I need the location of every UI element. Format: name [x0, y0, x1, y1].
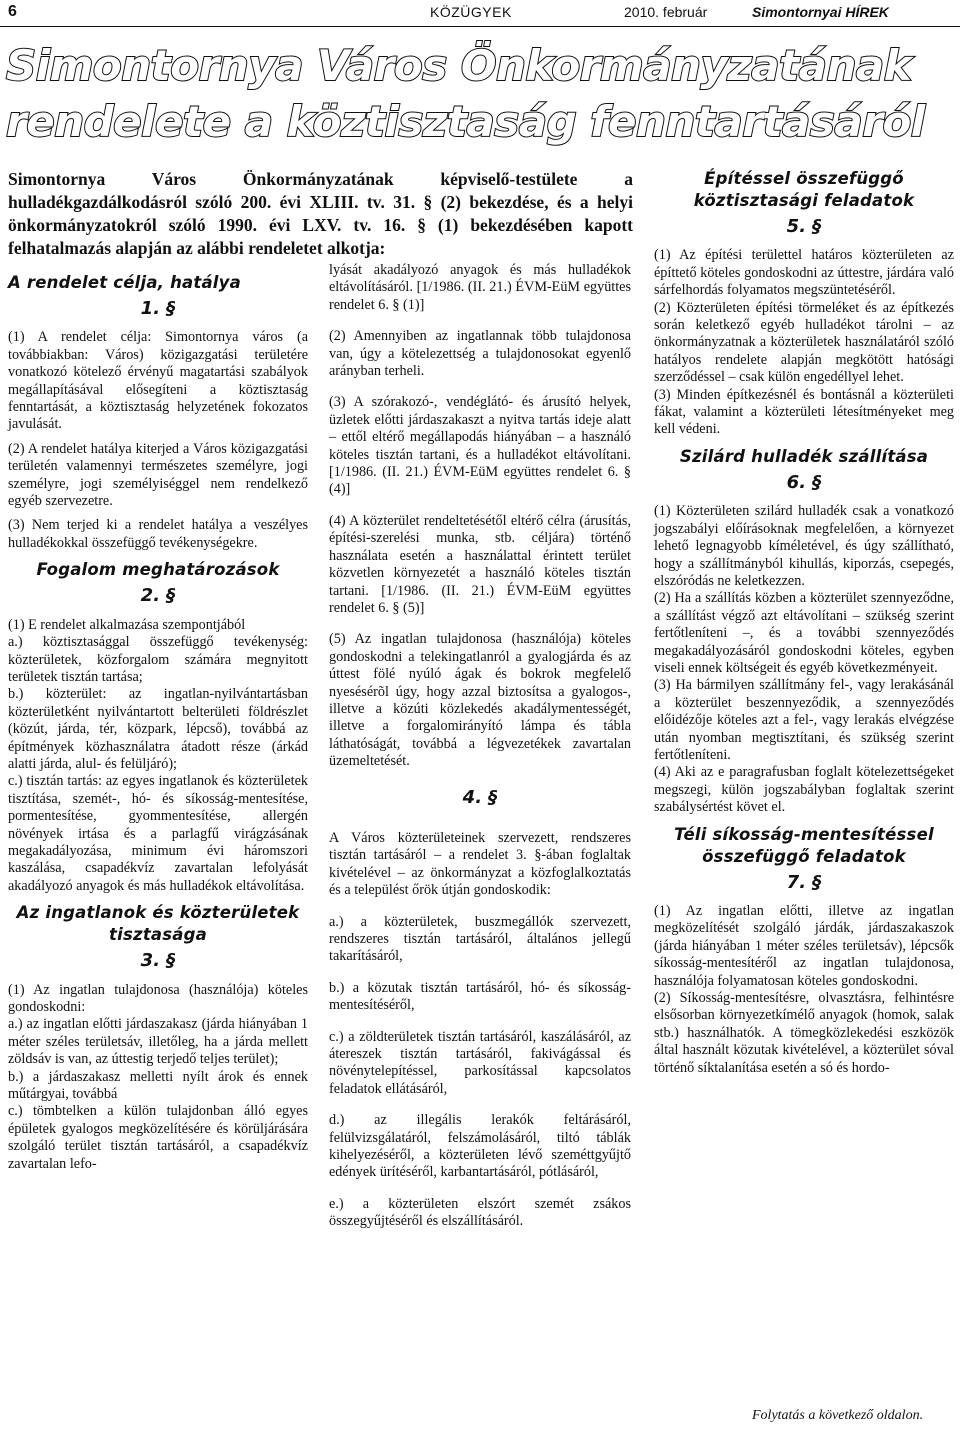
section-1-number: 1. § — [140, 298, 176, 319]
section-3-item-a: a.) az ingatlan előtti járdaszakasz (járda hiányában 1 méter széles területsáv, illetőleg, ha a járda mellett zöldsáv is van, az úttestig terjedő teljes terület); — [8, 1016, 308, 1068]
section-4-item-a: a.) a közterületek, buszmegállók szervezett, rendszeres tisztán tartásáról, általános jellegű takarításáról, — [329, 913, 631, 965]
section-1-para-3: (3) Nem terjed ki a rendelet hatálya a veszélyes hulladékokkal összefüggő tevékenységekre. — [8, 517, 308, 551]
heading-property-cleanliness: Az ingatlanok és közterületek tisztasága — [16, 903, 300, 945]
headline-line-2: rendelete a köztisztaság fenntartásáról — [6, 97, 925, 146]
section-3-para-1: (1) Az ingatlan tulajdonosa (használója) köteles gondoskodni: — [8, 981, 308, 1015]
section-3-number: 3. § — [140, 950, 176, 972]
section-6-para-1: (1) Közterületen szilárd hulladék csak a vonatkozó jogszabályi előírásoknak megfelelően, a környezet lehető legnagyobb kíméletével, és úgy szállítható, hogy a szállítmányból kihullás, kiporzás, csepegés, elszóródás ne keletkezzen. — [654, 503, 954, 589]
section-2-para-1: (1) E rendelet alkalmazása szempontjából — [8, 616, 246, 633]
section-7-para-1: (1) Az ingatlan előtti, illetve az ingatlan megközelítését szolgáló járdák, járdaszakaszok (járda hiányában 1 méter széles területsáv), lépcsők síkosság-mentesítéről az ingatlan tulajdonosa, használója folyamatosan köteles gondoskodni. — [654, 903, 954, 989]
section-3-para-3: (3) A szórakozó-, vendéglátó- és árusító helyek, üzletek előtti járdaszakaszt a nyitva tartás ideje alatt – ettől eltérő megállapodás hiányában – a használó köteles tisztán tartani, és a hulladékot eltávolítani. [1/1986. (II. 21.) ÉVM-EüM együttes rendelet 6. § (4)] — [329, 394, 631, 498]
heading-construction-tasks: Építéssel összefüggő köztisztasági feladatok — [693, 169, 915, 210]
page-number: 6 — [8, 3, 17, 20]
section-4-item-b: b.) a közutak tisztán tartásáról, hó- és síkosság-mentesítéséről, — [329, 979, 631, 1014]
section-6-para-4: (4) Aki az e paragrafusban foglalt kötelezettségeket megszegi, külön jogszabályban foglaltak szerint szabálysértést követ el. — [654, 764, 954, 816]
section-1-para-2: (2) A rendelet hatálya kiterjed a Város közigazgatási területén valamennyi természetes személyre, jogi személyre, jogi személyiséggel nem rendelkező egyéb szervezetre. — [8, 440, 308, 510]
section-3-continuation: lyását akadályozó anyagok és más hulladékok eltávolításáról. [1/1986. (II. 21.) ÉVM-EüM együttes rendelet 6. § (1)] — [329, 262, 631, 313]
heading-definitions: Fogalom meghatározások — [36, 560, 280, 580]
heading-purpose-scope: A rendelet célja, hatálya — [8, 273, 241, 292]
section-6-para-3: (3) Ha bármilyen szállítmány fel-, vagy lerakásánál a közterület beszennyeződik, a szennyeződés előidézője köteles azt a fel-, vagy lerakás elvégzése után nyomban megtisztítani, és szükség szerint fertőtleníteni. — [654, 677, 954, 763]
section-5-number: 5. § — [786, 216, 822, 237]
section-5-para-3: (3) Minden építkezésnél és bontásnál a közterületi fákat, valamint a közterületi létesítményeket meg kell védeni. — [654, 386, 954, 438]
section-3-item-c: c.) tömbtelken a külön tulajdonban álló egyes épületek gyalogos megközelítésére és körüljárására szolgáló terület tisztán tartásáról, a csapadékvíz zavartalan lefo- — [8, 1103, 308, 1172]
article-headline — [6, 38, 956, 150]
section-4-number: 4. § — [462, 786, 498, 808]
newspaper-name: Simontornyai HÍREK — [752, 4, 889, 20]
section-5-para-1: (1) Az építési területtel határos közterületen az építtető köteles gondoskodni az úttestre, járdára való sárfelhordás folyamatos megszüntetéséről. — [654, 247, 954, 299]
heading-solid-waste-transport: Szilárd hulladék szállítása — [679, 446, 929, 466]
section-5-para-2: (2) Közterületen építési törmeléket és az építkezés során keletkező egyéb hulladékot tárolni – az önkormányzatnak a közterületek használatáról szóló hatályos rendelete alapján megkötött hatósági szerződéssel – csak külön engedéllyel lehet. — [654, 299, 954, 386]
section-7-number: 7. § — [786, 871, 822, 893]
section-2-number: 2. § — [140, 585, 176, 607]
section-4-item-e: e.) a közterületen elszórt szemét zsákos összegyűjtéséről és elszállításáról. — [329, 1195, 631, 1230]
section-6-number: 6. § — [786, 471, 822, 493]
section-7-para-2: (2) Síkosság-mentesítésre, olvasztásra, felhintésre elsősorban környezetkímélő anyagok (homok, salak stb.) használhatók. A tömegközlekedési eszközök által használt közutak kivételével, a közterület sóval történő síktalanítása esetén a só és hordo- — [654, 990, 954, 1076]
column-3 — [654, 162, 954, 1084]
section-4-item-d: d.) az illegális lerakók feltárásáról, felülvizsgálatáról, felszámolásáról, tiltó táblák kihelyezéséről, a közterületen lévő szeméttgyűjtő edények ürítéséről, karbantartásáról, pótlásáról, — [329, 1112, 631, 1181]
section-4-intro: A Város közterületeinek szervezett, rendszeres tisztán tartásáról – a rendelet 3. §-ában foglaltak kivételével – az önkormányzat a közfoglalkoztatás és a települést őrök útján gondoskodik: — [329, 829, 631, 899]
section-2-item-b: b.) közterület: az ingatlan-nyilvántartásban közterületként nyilvántartott belterületi földrészlet (közút, járda, tér, közpark, lépcső), továbbá az építmények közhasználatra átadott része (árkád alatti járda, alul- és felüljáró); — [8, 686, 308, 772]
issue-date: 2010. február — [624, 4, 708, 20]
column-2 — [329, 262, 631, 1245]
page-header — [0, 0, 960, 27]
section-2-item-c: c.) tisztán tartás: az egyes ingatlanok és közterületek tisztítása, szemét-, hó- és síkosság-mentesítése, pormentesítése, gyommentesítése, allergén növények irtása és a parlagfű virágzásának megakadályozása, minimum évi háromszori kaszálása, csapadékvíz zavartalan lefolyását akadályozó anyagok és más hulladékok eltávolítása. — [8, 773, 308, 894]
section-3-para-5: (5) Az ingatlan tulajdonosa (használója) köteles gondoskodni a telekingatlanról a gyalogjárda és az úttest fölé nyúló ágak és bokrok megfelelő nyesésérõl úgy, hogy azzal biztosítsa a gyalogos-, illetve a közúti közlekedés akadálymentességét, illetve a forgalomirányító lámpa és tábla láthatóságát, továbbá a légvezetékek zavartalan üzemeltetését. — [329, 631, 631, 770]
section-3-item-b: b.) a járdaszakasz melletti nyílt árok és ennek műtárgyai, továbbá — [8, 1068, 308, 1103]
section-6-para-2: (2) Ha a szállítás közben a közterület szennyeződne, a szállítást végző azt eltávolítani – szükség szerint fertőtleníteni –, és a további szennyeződés megakadályozásáról gondoskodni köteles, egyben viseli ennek költségeit és egyéb következményeit. — [654, 590, 954, 676]
section-2-item-a: a.) köztisztasággal összefüggő tevékenység: közterületek, közforgalom számára megnyitott területek tisztán tartása; — [8, 634, 308, 685]
section-label: KÖZÜGYEK — [430, 4, 512, 20]
article-intro: Simontornya Város Önkormányzatának képviselő-testülete a hulladékgazdálkodásról szóló 200. évi XLIII. tv. 31. § (2) bekezdése, és a helyi önkormányzatokról szóló 1990. évi LXV. tv. 16. § (1) bekezdésében kapott felhatalmazás alapján az alábbi rendeletet alkotja: — [8, 169, 633, 258]
headline-line-1: Simontornya Város Önkormányzatának — [6, 41, 912, 90]
section-3-para-4: (4) A közterület rendeltetésétől eltérő célra (árusítás, építési-szerelési munka, stb. céljára) történő használata esetén a használattal érintett terület közvetlen környezetét a használó köteles tisztán tartani. [1/1986. (II. 21.) ÉVM-EüM együttes rendelet 6. § (5)] — [329, 512, 631, 616]
column-1 — [8, 262, 308, 1180]
continued-next-page-note: Folytatás a következő oldalon. — [752, 1408, 924, 1423]
heading-winter-deicing: Téli síkosság-mentesítéssel összefüggő feladatok — [674, 824, 934, 866]
section-1-para-1: (1) A rendelet célja: Simontornya város (a továbbiakban: Város) közigazgatási területére vonatkozó kötelező érvényű magatartási szabályok megállapításával elősegíteni a köztisztaság fenntartását, a köztisztaság helyzetének fokozatos javulását. — [8, 329, 308, 433]
section-4-item-c: c.) a zöldterületek tisztán tartásáról, kaszálásáról, az átereszek tisztán tartásáról, fakivágással és növénytelepítéssel, parkosítással kapcsolatos feladatok ellátásáról, — [329, 1028, 631, 1097]
section-3-para-2: (2) Amennyiben az ingatlannak több tulajdonosa van, úgy a kötelezettség a tulajdonosokat egyenlő arányban terheli. — [329, 328, 631, 380]
